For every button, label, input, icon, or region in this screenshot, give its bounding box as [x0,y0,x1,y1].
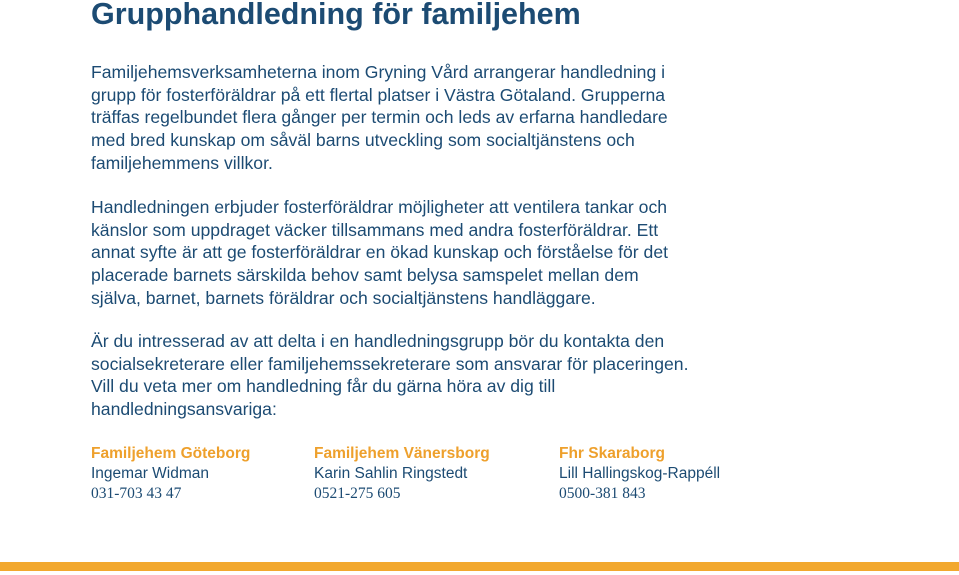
contact-org: Familjehem Göteborg [91,445,251,462]
contact-vanersborg [314,444,490,504]
contact-phone: 0521-275 605 [314,485,401,502]
contact-info-paragraph: Är du intresserad av att delta i en handledningsgrupp bör du kontakta den socialsekreterare eller familjehemssekreterare som ansvarar för placeringen. Vill du veta mer om handledning får du gärna höra av dig till handledningsansvariga: [91,331,689,420]
contact-person: Lill Hallingskog-Rappéll [559,465,721,482]
contact-phone: 0500-381 843 [559,485,646,502]
purpose-paragraph: Handledningen erbjuder fosterföräldrar möjligheter att ventilera tankar och känslor som uppdraget väcker tillsammans med andra fosterföräldrar. Ett annat syfte är att ge fosterföräldrar en ökad kunskap och förståelse för det placerade barnets särskilda behov samt belysa samspelet mellan dem själva, barnet, barnets föräldrar och socialtjänstens handläggare. [91,197,669,308]
contact-person: Karin Sahlin Ringstedt [314,465,468,482]
contact-org: Fhr Skaraborg [559,445,665,462]
contact-goteborg [91,444,250,504]
contact-person: Ingemar Widman [91,465,210,482]
contact-skaraborg [559,444,720,504]
footer-accent-bar [0,562,959,571]
page-title: Grupphandledning för familjehem [91,0,581,31]
intro-paragraph: Familjehemsverksamheterna inom Gryning Vård arrangerar handledning i grupp för fosterföräldrar på ett flertal platser i Västra Götaland. Grupperna träffas regelbundet flera gånger per termin och leds av erfarna handledare med bred kunskap om såväl barns utveckling som socialtjänstens och familjehemmens villkor. [91,62,668,173]
contact-phone: 031-703 43 47 [91,485,182,502]
contact-org: Familjehem Vänersborg [314,445,490,462]
